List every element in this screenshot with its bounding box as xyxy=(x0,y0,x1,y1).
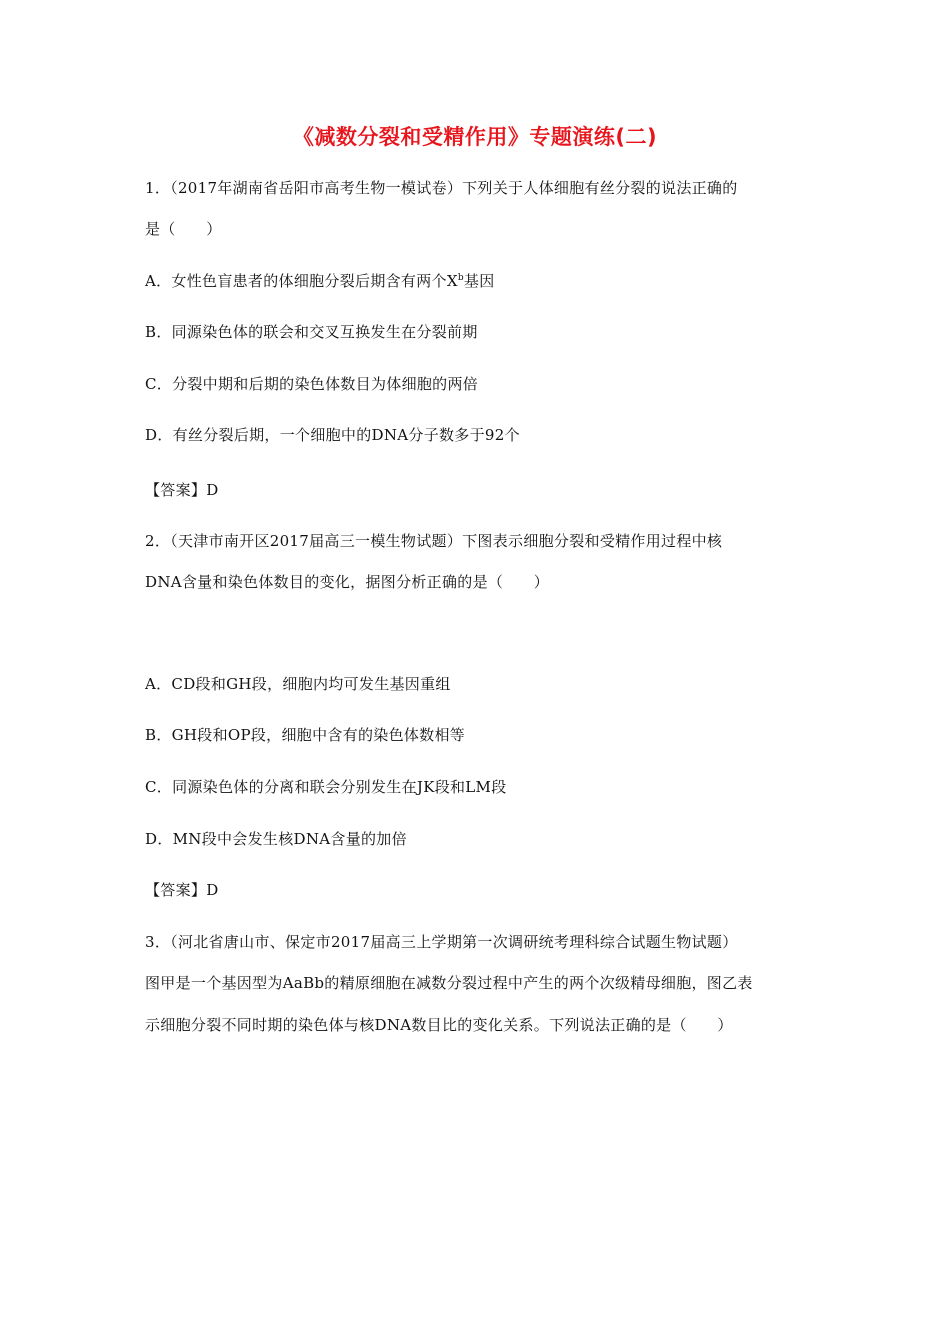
q2-answer: 【答案】D xyxy=(145,881,219,899)
q1-option-a-superscript: b xyxy=(457,273,464,283)
q2-option-d: D．MN段中会发生核DNA含量的加倍 xyxy=(145,830,407,848)
q2-stem-line-1: 2．（天津市南开区2017届高三一模生物试题）下图表示细胞分裂和受精作用过程中核 xyxy=(145,532,723,550)
q2-option-b: B．GH段和OP段，细胞中含有的染色体数相等 xyxy=(145,726,466,744)
q3-stem-line-1: 3．（河北省唐山市、保定市2017届高三上学期第一次调研统考理科综合试题生物试题） xyxy=(145,933,738,951)
q1-option-b: B．同源染色体的联会和交叉互换发生在分裂前期 xyxy=(145,323,478,341)
q1-option-c: C．分裂中期和后期的染色体数目为体细胞的两倍 xyxy=(145,375,479,393)
q1-option-a xyxy=(145,271,495,291)
q1-option-a-text: A．女性色盲患者的体细胞分裂后期含有两个X xyxy=(145,272,458,290)
q2-stem-line-2: DNA含量和染色体数目的变化，据图分析正确的是（ ） xyxy=(145,573,550,591)
q2-option-c: C．同源染色体的分离和联会分别发生在JK段和LM段 xyxy=(145,778,507,796)
page-title: 《减数分裂和受精作用》专题演练(二) xyxy=(292,125,658,149)
q1-option-a-suffix: 基因 xyxy=(463,272,495,290)
q1-stem-line-2: 是（ ） xyxy=(145,220,222,238)
q3-stem-line-3: 示细胞分裂不同时期的染色体与核DNA数目比的变化关系。下列说法正确的是（ ） xyxy=(145,1016,733,1034)
q1-answer: 【答案】D xyxy=(145,481,219,499)
q2-option-a: A．CD段和GH段，细胞内均可发生基因重组 xyxy=(145,675,451,693)
q1-option-d: D．有丝分裂后期，一个细胞中的DNA分子数多于92个 xyxy=(145,426,520,444)
q1-stem-line-1: 1．（2017年湖南省岳阳市高考生物一模试卷）下列关于人体细胞有丝分裂的说法正确的 xyxy=(145,179,738,197)
q3-stem-line-2: 图甲是一个基因型为AaBb的精原细胞在减数分裂过程中产生的两个次级精母细胞，图乙表 xyxy=(145,974,753,992)
